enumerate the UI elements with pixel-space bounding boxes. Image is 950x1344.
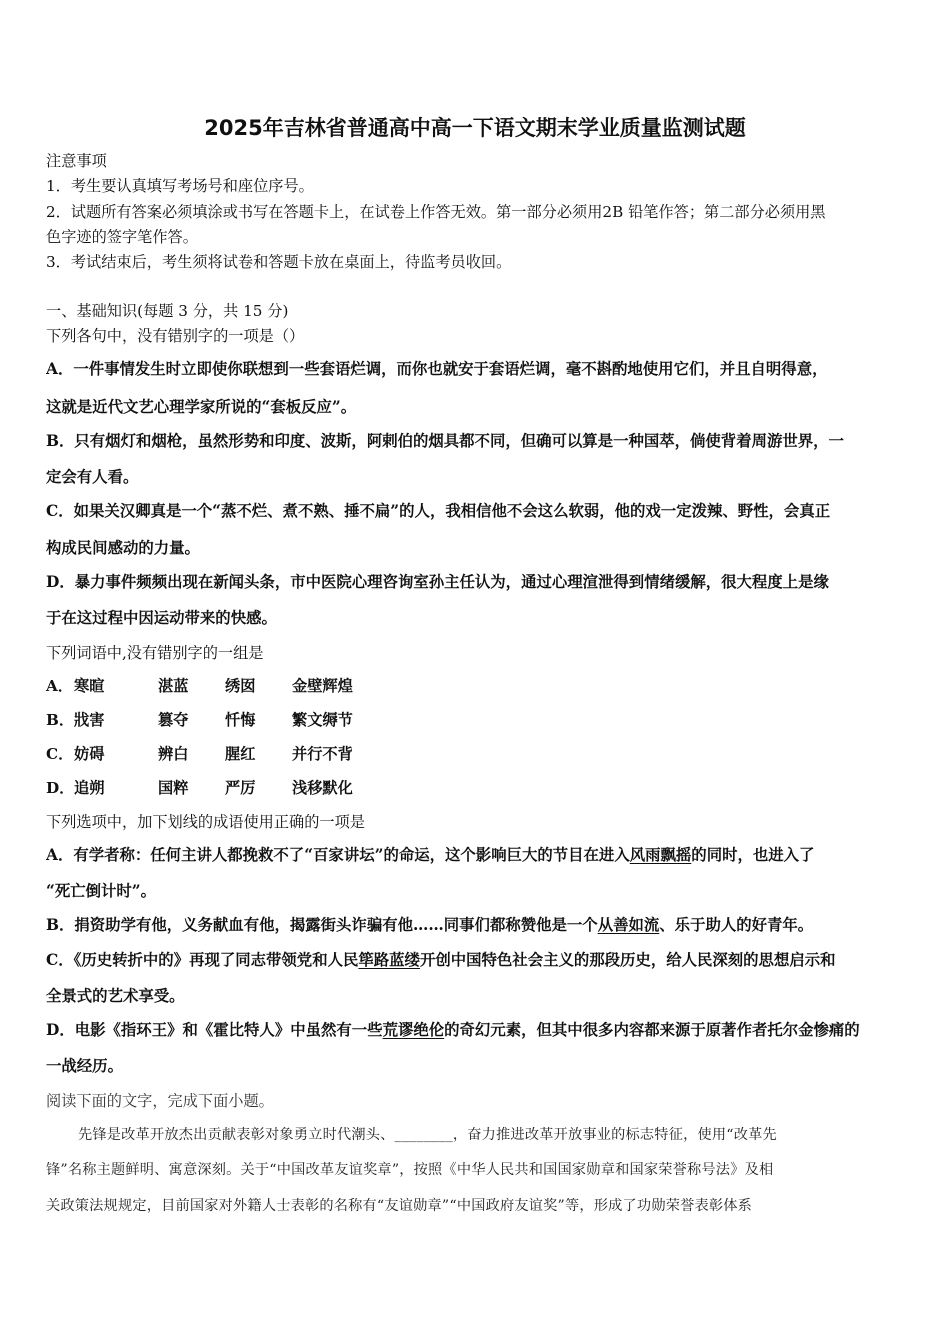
- q2-word: 金壁辉煌: [292, 677, 353, 695]
- q3-option-d-line2: 一战经历。: [46, 1057, 123, 1075]
- q2-option-label: C．: [46, 745, 74, 763]
- q2-word: 辨白: [158, 745, 189, 763]
- q2-word: 湛蓝: [158, 677, 189, 695]
- question-stem: 下列词语中,没有错别字的一组是: [46, 644, 264, 662]
- option-text: B．捐资助学有他，义务献血有他，揭露街头诈骗有他……同事们都称赞他是一个: [46, 916, 598, 934]
- q2-option-label: B．: [46, 711, 75, 729]
- q2-word: 浅移默化: [292, 779, 353, 797]
- option-text: A．有学者称：任何主讲人都挽救不了“百家讲坛”的命运，这个影响巨大的节目在进入: [46, 846, 630, 864]
- underlined-idiom: 从善如流: [597, 916, 660, 934]
- q2-word: 腥红: [225, 745, 256, 763]
- q2-word: 繁文缛节: [292, 711, 353, 729]
- underlined-idiom: 风雨飘摇: [629, 846, 692, 864]
- option-text: 、乐于助人的好青年。: [659, 916, 814, 934]
- reading-line: 关政策法规规定，目前国家对外籍人士表彰的名称有“友谊勋章”“中国政府友谊奖”等，形成了功勋荣誉表彰体系: [46, 1198, 753, 1214]
- underlined-idiom: 荒谬绝伦: [382, 1021, 445, 1039]
- option-d-line2: 于在这过程中因运动带来的快感。: [46, 609, 277, 627]
- option-a-line1: A．一件事情发生时立即使你联想到一些套语烂调，而你也就安于套语烂调，毫不斟酌地使用它们，并且自明得意，: [46, 360, 828, 378]
- q3-option-d: [46, 1020, 908, 1040]
- option-text: D．电影《指环王》和《霍比特人》中虽然有一些: [46, 1021, 383, 1039]
- q2-word: 篡夺: [158, 711, 189, 729]
- option-text: 开创中国特色社会主义的那段历史，给人民深刻的思想启示和: [419, 951, 836, 969]
- q2-option-label: A．: [46, 677, 73, 695]
- q2-word: 忏悔: [225, 711, 256, 729]
- reading-intro: 阅读下面的文字，完成下面小题。: [46, 1092, 274, 1110]
- q2-word: 严厉: [225, 779, 256, 797]
- underlined-idiom: 筚路蓝缕: [358, 951, 420, 969]
- q2-word: 并行不背: [292, 745, 353, 763]
- q2-word: 绣囡: [225, 677, 256, 695]
- option-b-line1: B．只有烟灯和烟枪，虽然形势和印度、波斯，阿剌伯的烟具都不同，但确可以算是一种国萃，倘使背着周游世界，一: [46, 432, 844, 450]
- notice-item: 色字迹的签字笔作答。: [46, 228, 198, 246]
- page-title: 2025年吉林省普通高中高一下语文期末学业质量监测试题: [204, 116, 746, 140]
- q3-option-c-line2: 全景式的艺术享受。: [46, 987, 185, 1005]
- q2-word: 妨碍: [74, 745, 105, 763]
- option-text: 的奇幻元素，但其中很多内容都来源于原著作者托尔金惨痛的: [444, 1021, 860, 1039]
- q3-option-a-line2: “死亡倒计时”。: [46, 882, 157, 900]
- notice-item: 3．考试结束后，考生须将试卷和答题卡放在桌面上，待监考员收回。: [46, 253, 512, 271]
- option-c-line1: C．如果关汉卿真是一个“蒸不烂、煮不熟、捶不扁”的人，我相信他不会这么软弱，他的戏一定泼辣、野性，会真正: [46, 502, 831, 520]
- reading-line: 先锋是改革开放杰出贡献表彰对象勇立时代潮头、________，奋力推进改革开放事业的标志特征，使用“改革先: [78, 1127, 777, 1143]
- option-c-line2: 构成民间感动的力量。: [46, 539, 200, 557]
- q2-word: 寒暄: [74, 677, 105, 695]
- q2-word: 追朔: [74, 779, 105, 797]
- notice-item: 1．考生要认真填写考场号和座位序号。: [46, 177, 314, 195]
- q3-option-a: [46, 845, 908, 865]
- question-stem: 下列选项中，加下划线的成语使用正确的一项是: [46, 813, 365, 831]
- question-stem: 下列各句中，没有错别字的一项是（）: [46, 327, 305, 345]
- reading-line: 锋”名称主题鲜明、寓意深刻。关于“中国改革友谊奖章”，按照《中华人民共和国国家勋章和国家荣誉称号法》及相: [46, 1162, 774, 1178]
- option-text: 的同时，也进入了: [691, 846, 815, 864]
- notice-item: 2．试题所有答案必须填涂或书写在答题卡上，在试卷上作答无效。第一部分必须用2B 铅笔作答；第二部分必须用黑: [46, 203, 826, 221]
- q3-option-b: [46, 915, 908, 935]
- q3-option-c: [46, 950, 908, 970]
- q2-word: 戕害: [74, 711, 105, 729]
- q2-word: 国粹: [158, 779, 189, 797]
- q2-option-label: D．: [46, 779, 75, 797]
- option-a-line2: 这就是近代文艺心理学家所说的“套板反应”。: [46, 398, 357, 416]
- section-heading: 一、基础知识(每题 3 分，共 15 分): [46, 302, 289, 320]
- option-b-line2: 定会有人看。: [46, 468, 139, 486]
- option-text: C．《历史转折中的》再现了同志带领党和人民: [46, 951, 359, 969]
- option-d-line1: D．暴力事件频频出现在新闻头条，市中医院心理咨询室孙主任认为，通过心理渲泄得到情绪缓解，很大程度上是缘: [46, 573, 829, 591]
- notice-heading: 注意事项: [46, 152, 107, 170]
